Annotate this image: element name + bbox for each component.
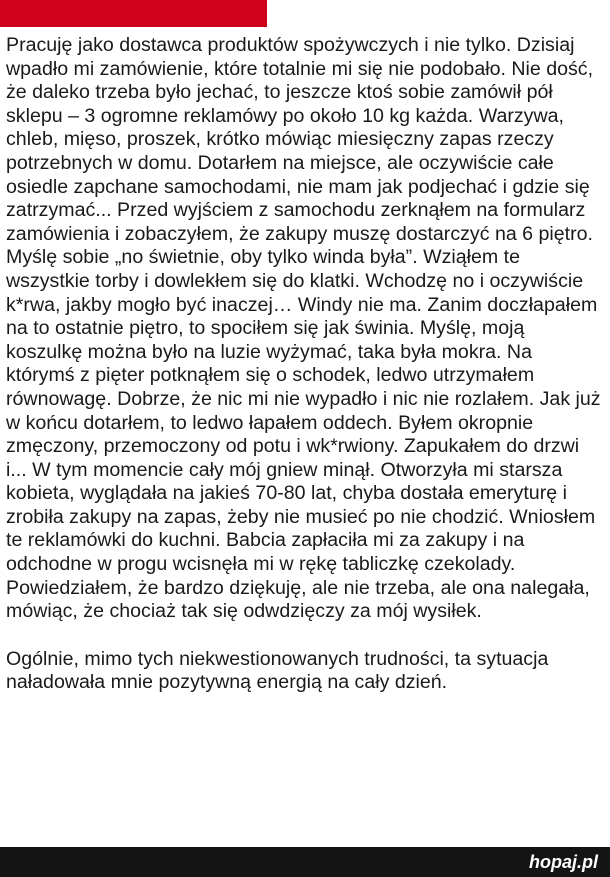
- story-text: [6, 34, 604, 695]
- story-paragraph-conclusion: Ogólnie, mimo tych niekwestionowanych trudności, ta sytuacja naładowała mnie pozytywną energią na cały dzień.: [6, 647, 549, 694]
- footer-bar: [0, 847, 610, 877]
- site-logo[interactable]: hopaj.pl: [529, 852, 598, 872]
- header-accent-bar: [0, 0, 267, 27]
- paragraph-spacer: [6, 624, 604, 648]
- story-paragraph-main: Pracuję jako dostawca produktów spożywczych i nie tylko. Dzisiaj wpadło mi zamówienie, które totalnie mi się nie podobało. Nie dość, że daleko trzeba było jechać, to jeszcze ktoś sobie zamówił pół sklepu – 3 ogromne reklamówy po około 10 kg każda. Warzywa, chleb, mięso, proszek, krótko mówiąc miesięczny zapas rzeczy potrzebnych w domu. Dotarłem na miejsce, ale oczywiście całe osiedle zapchane samochodami, nie mam jak podjechać i gdzie się zatrzymać... Przed wyjściem z samochodu zerknąłem na formularz zamówienia i zobaczyłem, że zakupy muszę dostarczyć na 6 piętro. Myślę sobie „no świetnie, oby tylko winda była”. Wziąłem te wszystkie torby i dowlekłem się do klatki. Wchodzę no i oczywiście k*rwa, jakby mogło być inaczej… Windy nie ma. Zanim doczłapałem na to ostatnie piętro, to spociłem się jak świnia. Myślę, moją koszulkę można było na luzie wyżymać, taka była mokra. Na którymś z pięter potknąłem się o schodek, ledwo utrzymałem równowagę. Dobrze, że nic mi nie wypadło i nic nie rozlałem. Jak już w końcu dotarłem, to ledwo łapałem oddech. Byłem okropnie zmęczony, przemoczony od potu i wk*rwiony. Zapukałem do drzwi i... W tym momencie cały mój gniew minął. Otworzyła mi starsza kobieta, wyglądała na jakieś 70-80 lat, chyba dostała emeryturę i zrobiła zakupy na zapas, żeby nie musieć po nie chodzić. Wniosłem te reklamówki do kuchni. Babcia zapłaciła mi za zakupy i na odchodne w progu wcisnęła mi w rękę tabliczkę czekolady. Powiedziałem, że bardzo dziękuję, ale nie trzeba, ale ona nalegała, mówiąc, że chociaż tak się odwdzięczy za mój wysiłek.: [6, 34, 601, 623]
